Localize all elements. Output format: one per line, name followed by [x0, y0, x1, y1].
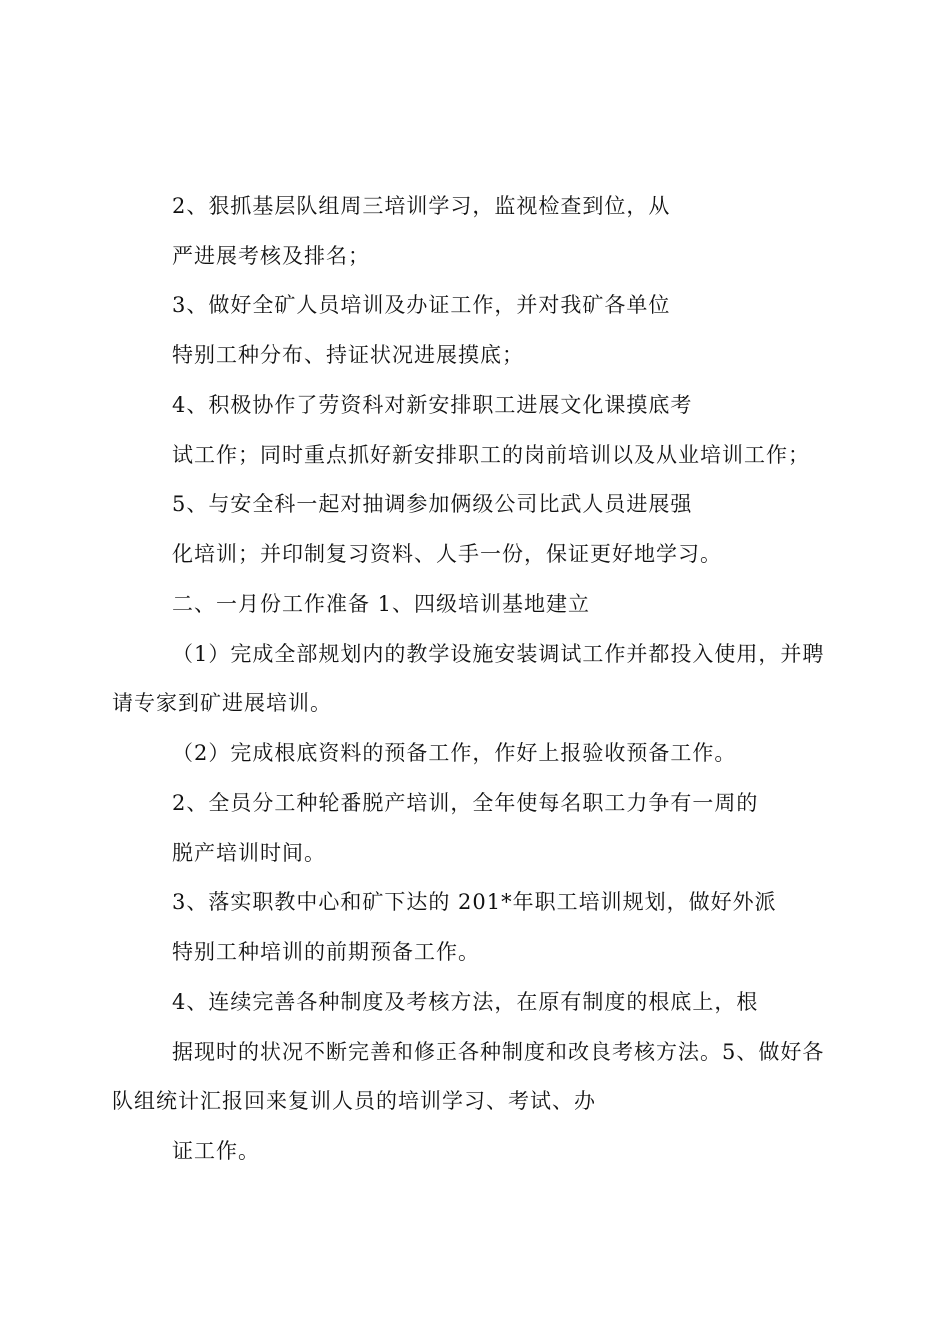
text-line: 2、全员分工种轮番脱产培训，全年使每名职工力争有一周的 [172, 791, 759, 815]
text-line: 特别工种培训的前期预备工作。 [172, 940, 480, 964]
text-line: 试工作；同时重点抓好新安排职工的岗前培训以及从业培训工作； [172, 443, 810, 467]
text-line: （2）完成根底资料的预备工作，作好上报验收预备工作。 [172, 741, 737, 765]
text-line: 3、做好全矿人员培训及办证工作，并对我矿各单位 [172, 293, 671, 317]
text-line: （1）完成全部规划内的教学设施安装调试工作并都投入使用，并聘 [172, 642, 825, 666]
text-line: 队组统计汇报回来复训人员的培训学习、考试、办 [112, 1089, 596, 1113]
text-line: 5、与安全科一起对抽调参加俩级公司比武人员进展强 [172, 492, 693, 516]
text-line: 化培训；并印制复习资料、人手一份，保证更好地学习。 [172, 542, 722, 566]
text-line: 2、狠抓基层队组周三培训学习，监视检查到位，从 [172, 194, 671, 218]
text-line: 二、一月份工作准备 1、四级培训基地建立 [172, 592, 591, 616]
text-line: 证工作。 [172, 1139, 260, 1163]
text-line: 据现时的状况不断完善和修正各种制度和改良考核方法。5、做好各 [172, 1040, 825, 1064]
text-line: 脱产培训时间。 [172, 841, 326, 865]
text-line: 3、落实职教中心和矿下达的 201*年职工培训规划，做好外派 [172, 890, 777, 914]
text-line: 4、连续完善各种制度及考核方法，在原有制度的根底上，根 [172, 990, 759, 1014]
text-line: 请专家到矿进展培训。 [112, 691, 332, 715]
text-line: 特别工种分布、持证状况进展摸底； [172, 343, 524, 367]
text-line: 严进展考核及排名； [172, 244, 370, 268]
text-line: 4、积极协作了劳资科对新安排职工进展文化课摸底考 [172, 393, 693, 417]
